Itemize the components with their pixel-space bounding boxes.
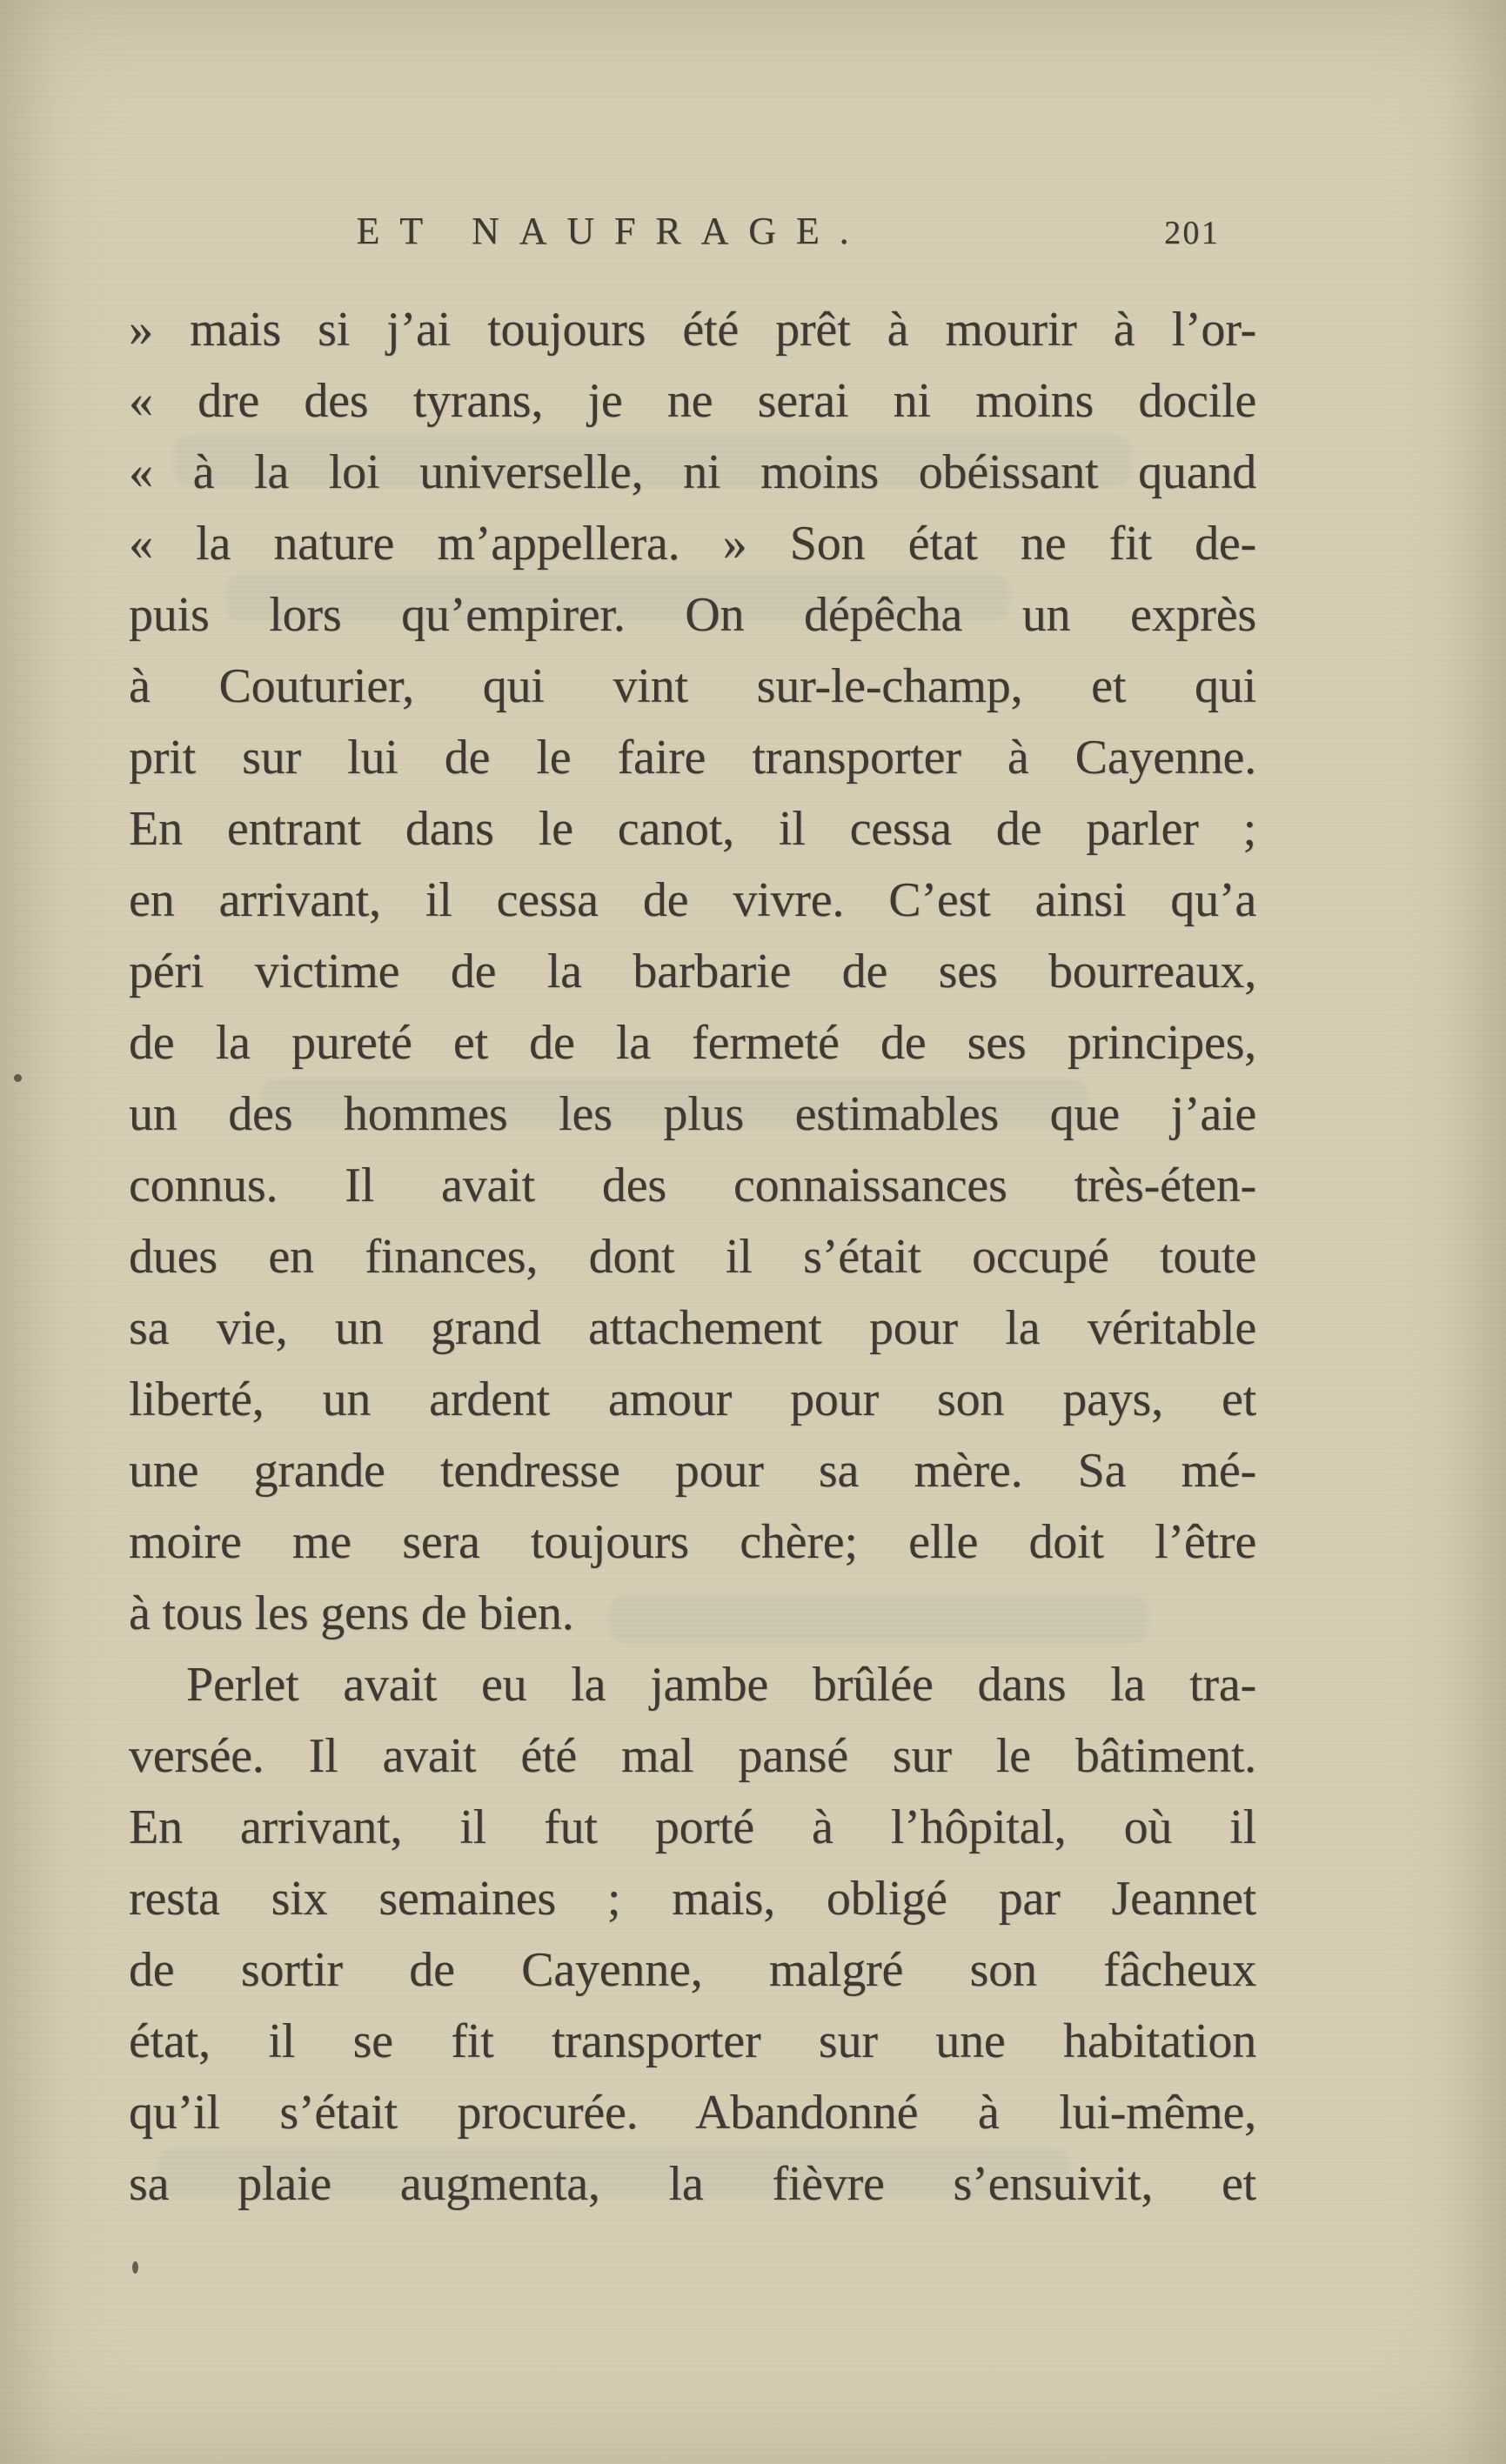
text-line: connus. Il avait des connaissances très-éten-	[129, 1159, 1256, 1212]
text-line: « dre des tyrans, je ne serai ni moins docile	[129, 374, 1256, 428]
text-line: prit sur lui de le faire transporter à Cayenne.	[129, 731, 1256, 785]
text-line: En arrivant, il fut porté à l’hôpital, où il	[129, 1800, 1256, 1854]
paper-speck	[132, 2261, 138, 2274]
text-line: une grande tendresse pour sa mère. Sa mé-	[129, 1444, 1256, 1498]
text-line: à Couturier, qui vint sur-le-champ, et qui	[129, 659, 1256, 713]
text-line: « à la loi universelle, ni moins obéissant quand	[129, 445, 1256, 499]
text-line: Perlet avait eu la jambe brûlée dans la tra-	[186, 1658, 1256, 1712]
text-line: puis lors qu’empirer. On dépêcha un exprès	[129, 588, 1256, 642]
text-line: versée. Il avait été mal pansé sur le bâtiment.	[129, 1729, 1256, 1783]
running-title: ET NAUFRAGE.	[356, 210, 869, 252]
text-line: resta six semaines ; mais, obligé par Jeannet	[129, 1872, 1256, 1926]
text-line: de la pureté et de la fermeté de ses principes,	[129, 1016, 1256, 1070]
text-line: liberté, un ardent amour pour son pays, et	[129, 1372, 1256, 1426]
text-line: en arrivant, il cessa de vivre. C’est ainsi qu’a	[129, 873, 1256, 927]
text-line: « la nature m’appellera. » Son état ne fit de-	[129, 517, 1256, 571]
text-line: à tous les gens de bien.	[129, 1586, 574, 1640]
text-line: sa plaie augmenta, la fièvre s’ensuivit, et	[129, 2157, 1256, 2211]
page-body	[129, 294, 1256, 2220]
text-line: péri victime de la barbarie de ses bourreaux,	[129, 945, 1256, 998]
text-line: état, il se fit transporter sur une habitation	[129, 2014, 1256, 2068]
text-line: » mais si j’ai toujours été prêt à mourir à l’or-	[129, 303, 1256, 357]
text-line: dues en finances, dont il s’était occupé toute	[129, 1230, 1256, 1284]
text-line: sa vie, un grand attachement pour la véritable	[129, 1301, 1256, 1355]
page-header	[129, 209, 1256, 264]
text-line: de sortir de Cayenne, malgré son fâcheux	[129, 1943, 1256, 1997]
text-line: En entrant dans le canot, il cessa de parler ;	[129, 802, 1256, 856]
text-line: un des hommes les plus estimables que j’aie	[129, 1087, 1256, 1141]
text-line: qu’il s’était procurée. Abandonné à lui-même,	[129, 2086, 1256, 2140]
text-line: moire me sera toujours chère; elle doit l’être	[129, 1515, 1256, 1569]
page-number: 201	[1164, 215, 1220, 251]
paper-speck	[14, 1074, 22, 1082]
